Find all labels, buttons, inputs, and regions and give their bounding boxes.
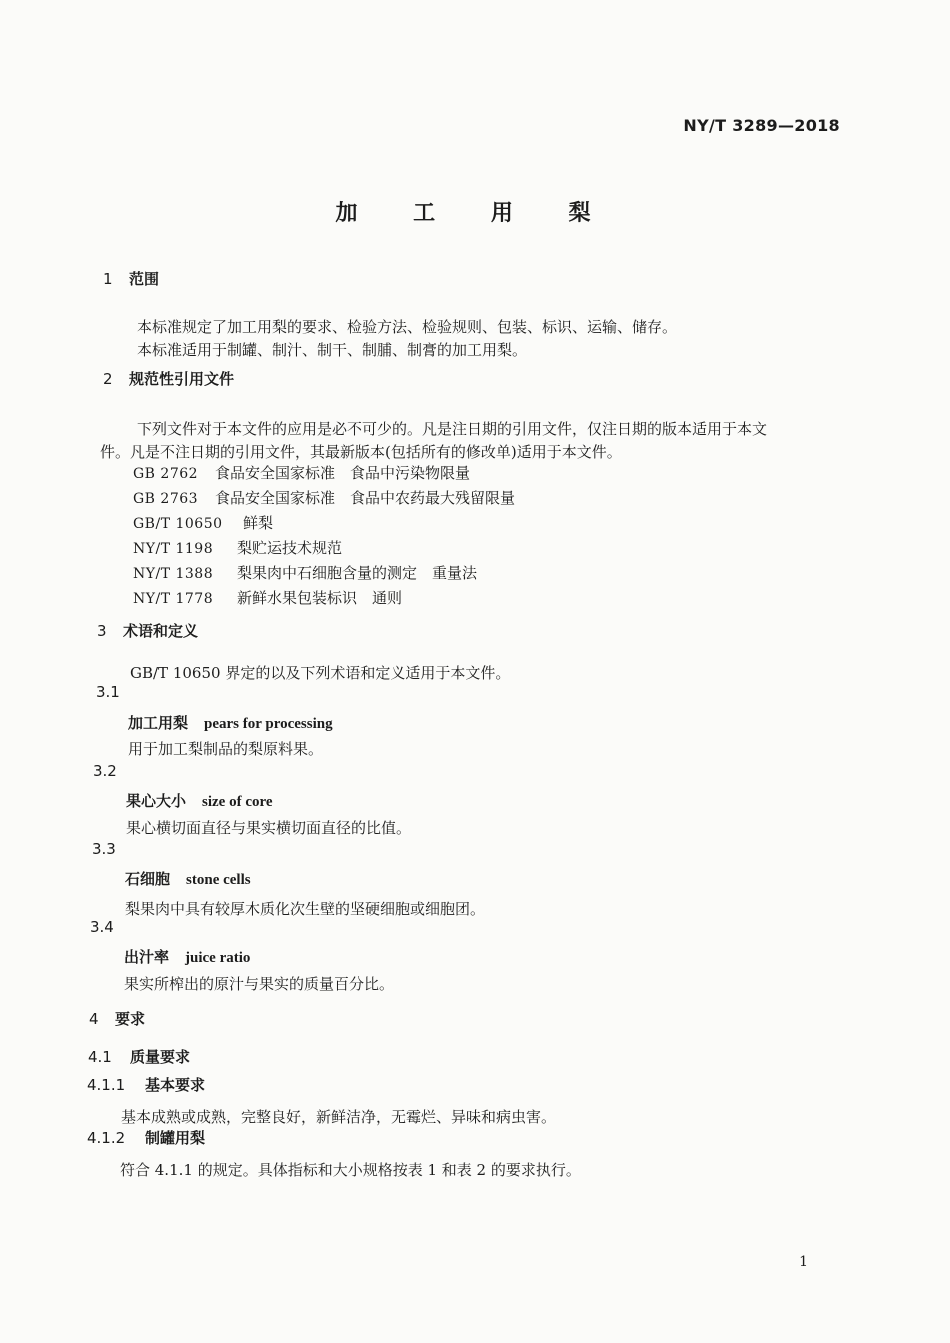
clause-4-1-2-heading [87,1127,205,1148]
term-definition: 用于加工梨制品的梨原料果。 [128,740,324,758]
clause-title: 基本要求 [145,1076,206,1094]
reference-entry [133,587,402,608]
term-number: 3.2 [93,762,117,780]
term-chinese: 果心大小 [126,792,187,810]
clause-4-1-1-text: 基本成熟或成熟，完整良好，新鲜洁净，无霉烂、异味和病虫害。 [121,1108,557,1126]
section-number: 1 [103,270,113,288]
reference-entry [133,462,470,483]
term-number: 3.3 [92,840,116,858]
reference-code: NY/T 1778 [133,591,214,607]
term-heading [124,946,250,967]
reference-title: 梨果肉中石细胞含量的测定 重量法 [237,564,478,582]
reference-code: GB 2763 [133,491,199,507]
term-english: stone cells [186,872,251,888]
clause-number: 4.1.1 [87,1076,126,1094]
term-definition: 果心横切面直径与果实横切面直径的比值。 [126,819,412,837]
clause-4-1-heading [88,1046,190,1067]
section-title: 规范性引用文件 [129,370,235,388]
section-number: 3 [97,622,107,640]
section-title: 术语和定义 [123,622,199,640]
term-number: 3.1 [96,683,120,701]
term-english: size of core [202,794,273,810]
section-title: 范围 [129,270,160,288]
page-number: 1 [799,1254,808,1270]
section-1-heading [103,268,159,289]
reference-title: 新鲜水果包装标识 通则 [237,589,403,607]
term-heading [126,790,273,811]
reference-entry [133,487,515,508]
clause-number: 4.1 [88,1048,112,1066]
scope-paragraph-1: 本标准规定了加工用梨的要求、检验方法、检验规则、包装、标识、运输、储存。 [137,318,678,336]
clause-4-1-2-text: 符合 4.1.1 的规定。具体指标和大小规格按表 1 和表 2 的要求执行。 [120,1161,581,1179]
reference-code: GB/T 10650 [133,516,223,532]
reference-code: NY/T 1198 [133,541,214,557]
term-chinese: 出汁率 [124,948,170,966]
reference-code: NY/T 1388 [133,566,214,582]
scope-paragraph-2: 本标准适用于制罐、制汁、制干、制脯、制膏的加工用梨。 [137,341,528,359]
clause-4-1-1-heading [87,1074,205,1095]
section-number: 2 [103,370,113,388]
term-definition: 梨果肉中具有较厚木质化次生壁的坚硬细胞或细胞团。 [125,900,486,918]
reference-entry [133,512,273,533]
section-number: 4 [89,1010,99,1028]
standard-number: NY/T 3289—2018 [683,116,840,135]
term-english: pears for processing [204,716,333,732]
term-chinese: 石细胞 [125,870,171,888]
reference-title: 食品安全国家标准 食品中农药最大残留限量 [215,489,516,507]
clause-title: 制罐用梨 [145,1129,206,1147]
reference-title: 梨贮运技术规范 [237,539,343,557]
reference-entry [133,537,342,558]
section-4-heading [89,1008,145,1029]
references-intro-line-1: 下列文件对于本文件的应用是必不可少的。凡是注日期的引用文件，仅注日期的版本适用于本文 [137,420,768,438]
term-chinese: 加工用梨 [128,714,189,732]
term-heading [125,868,251,889]
terms-intro: GB/T 10650 界定的以及下列术语和定义适用于本文件。 [130,664,511,682]
references-intro-line-2: 件。凡是不注日期的引用文件，其最新版本(包括所有的修改单)适用于本文件。 [100,443,622,461]
term-definition: 果实所榨出的原汁与果实的质量百分比。 [124,975,395,993]
term-number: 3.4 [90,918,114,936]
section-3-heading [97,620,198,641]
reference-title: 鲜梨 [243,514,274,532]
section-title: 要求 [115,1010,146,1028]
clause-title: 质量要求 [130,1048,191,1066]
reference-code: GB 2762 [133,466,199,482]
reference-entry [133,562,477,583]
term-english: juice ratio [185,950,251,966]
page-title: 加 工 用 梨 [335,201,615,226]
reference-title: 食品安全国家标准 食品中污染物限量 [215,464,471,482]
term-heading [128,712,333,733]
clause-number: 4.1.2 [87,1129,126,1147]
section-2-heading [103,368,234,389]
